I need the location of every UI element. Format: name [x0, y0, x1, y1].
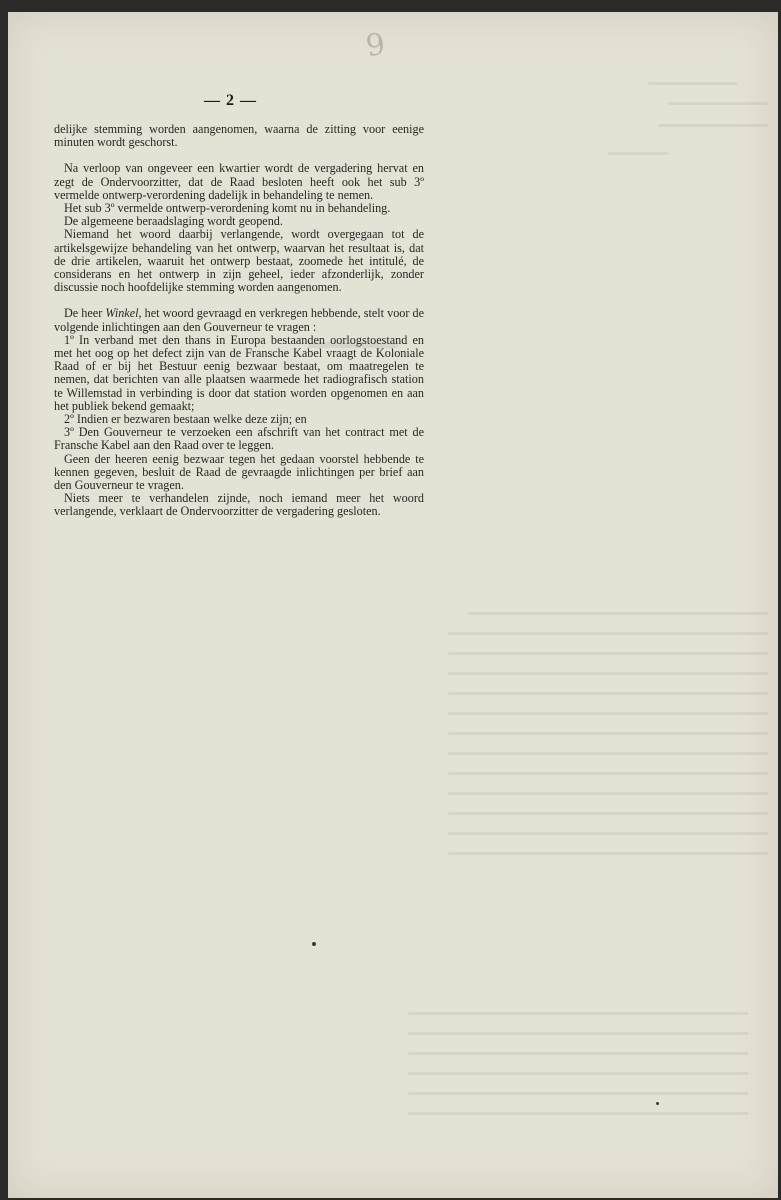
ink-speck [312, 942, 316, 946]
paragraph: Niets meer te verhandelen zijnde, noch iemand meer het woord verlangende, verklaart de Ondervoorzitter de vergadering gesloten. [54, 491, 424, 519]
paragraph: 2º Indien er bezwaren bestaan welke deze zijn; en [64, 412, 307, 427]
page-number: — 2 — [204, 92, 257, 109]
paragraph: 3º Den Gouverneur te verzoeken een afschrift van het contract met de Fransche Kabel aan den Raad over te leggen. [54, 425, 424, 453]
pencil-annotation-mark: 9 [363, 26, 388, 65]
paragraph: Het sub 3º vermelde ontwerp-verordening komt nu in behandeling. [64, 201, 391, 216]
paragraph: De algemeene beraadslaging wordt geopend. [64, 214, 283, 229]
paragraph: Geen der heeren eenig bezwaar tegen het gedaan voorstel hebbende te kennen gegeven, besluit de Raad de gevraagde inlichtingen per brief aan den Gouverneur te vragen. [54, 451, 424, 493]
paragraph: delijke stemming worden aangenomen, waarna de zitting voor eenige minuten wordt geschorst. [54, 122, 424, 150]
paragraph: Na verloop van ongeveer een kwartier wordt de vergadering hervat en zegt de Ondervoorzitter, dat de Raad besloten heeft ook het sub 3º vermelde ontwerp-verordening dadelijk in behandeling te nemen. [54, 161, 424, 202]
ink-speck [656, 1102, 659, 1105]
body-text [54, 123, 424, 519]
speaker-name: Winkel, [105, 306, 142, 321]
speaker-prefix: De heer [64, 306, 103, 321]
paragraph: 1º In verband met den thans in Europa bestaanden oorlogstoestand en met het oog op het defect zijn van de Fransche Kabel vraagt de Koloniale Raad of er bij het Bestuur eenig bezwaar bestaat, om maatregelen te nemen, dat berichten van alle plaatsen waarmede het radiografisch station te Willemstad in verbinding is door dat station worden opgenomen en aan het publiek bekend gemaakt; [54, 332, 424, 413]
paragraph-text: het woord gevraagd en verkregen hebbende, stelt voor de volgende inlichtingen aan den Gouverneur te vragen : [54, 306, 425, 334]
paragraph-speaker [54, 307, 424, 333]
paragraph: Niemand het woord daarbij verlangende, wordt overgegaan tot de artikelsgewijze behandeling van het ontwerp, waarvan het resultaat is, dat de drie artikelen, waaruit het ontwerp bestaat, zoomede het intitulé, de considerans en het ontwerp in zijn geheel, ieder afzonderlijk, zonder discussie noch hoofdelijke stemming worden aangenomen. [54, 227, 424, 295]
document-page [8, 12, 778, 1198]
